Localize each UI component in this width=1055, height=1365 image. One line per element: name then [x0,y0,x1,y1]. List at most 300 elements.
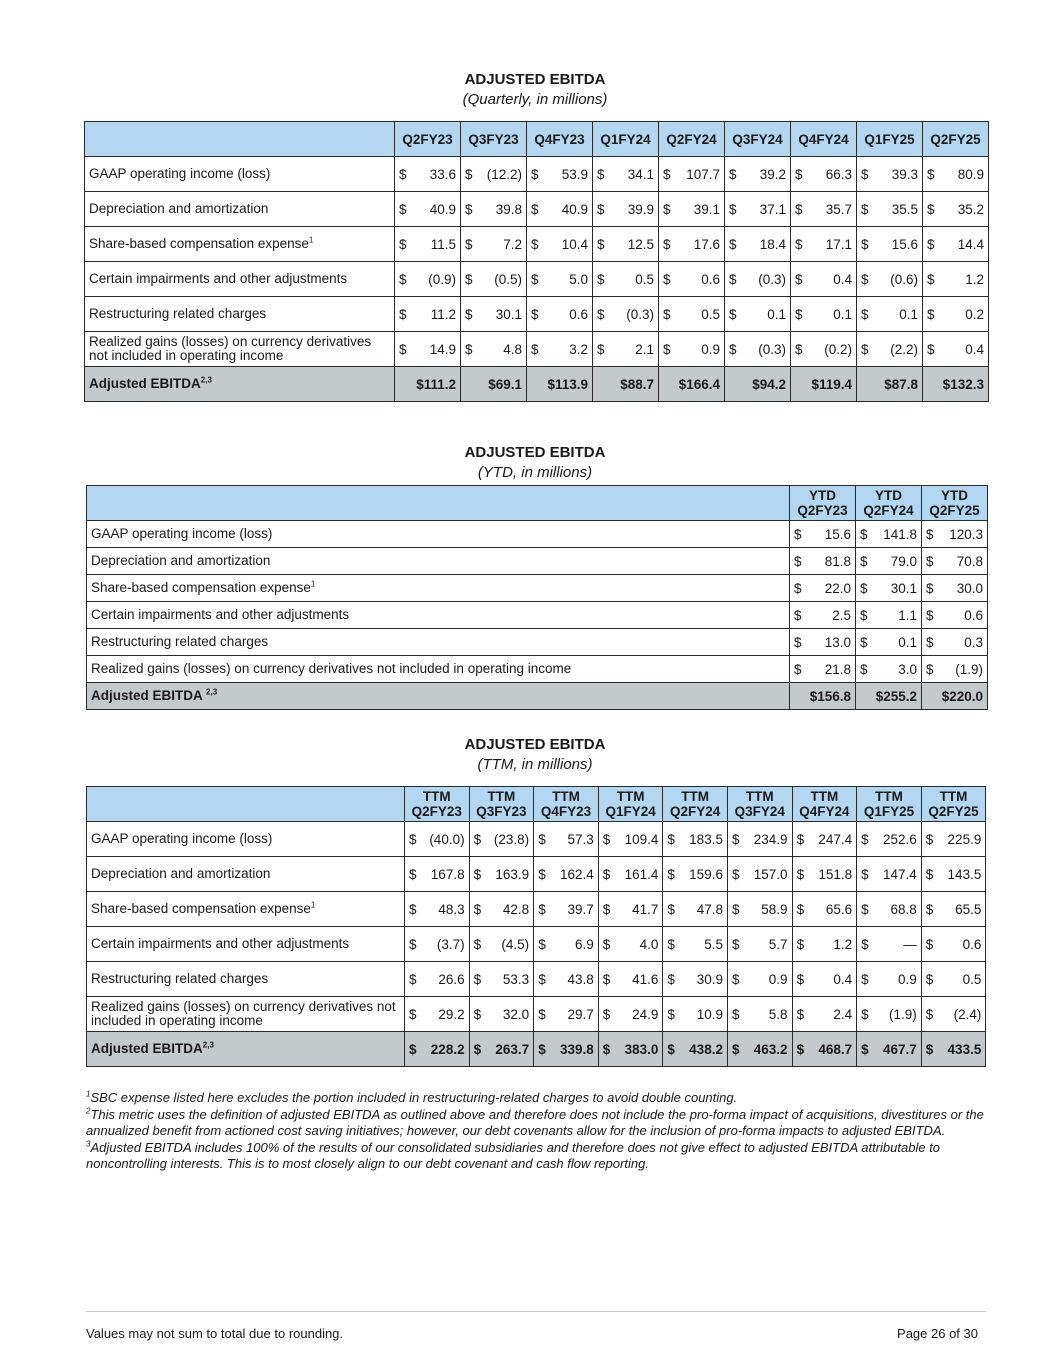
value-cell [527,157,593,192]
ttm-title-block [0,735,1055,775]
value-cell [923,262,989,297]
currency-symbol: $ [927,201,935,217]
currency-symbol: $ [796,831,805,847]
column-header [659,122,725,157]
total-value-cell [663,1032,728,1067]
currency-symbol: $ [861,831,869,847]
total-value: $69.1 [461,367,527,402]
cell-value: 11.2 [430,306,456,322]
row-label-text: Restructuring related charges [89,306,267,321]
cell-value: (4.5) [501,936,530,952]
value-cell [469,822,534,857]
currency-symbol: $ [531,236,539,252]
column-header [790,486,856,521]
cell-value: 109.4 [624,831,659,847]
table-row [87,857,986,892]
cell-value: 7.2 [503,236,522,252]
value-cell [598,892,663,927]
column-header [461,122,527,157]
cell-value: 30.0 [956,580,983,596]
column-header-label: Q2FY24 [666,131,717,147]
footnote-ref: 2,3 [200,375,212,385]
value-cell [663,962,728,997]
value-cell [593,227,659,262]
cell-value: 0.6 [569,306,588,322]
currency-symbol: $ [796,1006,805,1022]
table-row [87,997,986,1032]
cell-value: 21.8 [824,661,851,677]
quarterly-subtitle: (Quarterly, in millions) [462,91,608,108]
cell-value: (2.2) [890,341,918,357]
cell-value: 39.8 [495,201,522,217]
currency-symbol: $ [927,166,935,182]
cell-value: 39.3 [891,166,918,182]
value-cell [593,297,659,332]
value-cell [598,857,663,892]
total-value: $88.7 [593,367,659,402]
header-row [87,486,988,521]
row-label [87,962,405,997]
cell-value: 30.1 [890,580,917,596]
header-row [87,787,986,822]
cell-value: 1.1 [898,607,917,623]
value-cell [727,857,792,892]
currency-symbol: $ [602,901,611,917]
cell-value: 4.0 [639,936,659,952]
table-row [87,656,988,683]
currency-symbol: $ [531,201,539,217]
currency-symbol: $ [531,271,539,287]
value-cell [790,629,856,656]
cell-value: 6.9 [575,936,594,952]
header-blank-cell [87,787,405,822]
cell-value: 10.9 [696,1006,723,1022]
row-label-text: Restructuring related charges [91,634,269,649]
cell-value: 0.1 [767,306,786,322]
cell-value: 34.1 [627,166,654,182]
currency-symbol: $ [597,166,605,182]
cell-value: 39.7 [567,901,594,917]
cell-value: 4.8 [503,341,522,357]
total-label [85,367,395,402]
column-header-label: Q1FY25 [864,131,915,147]
column-header-line: TTM [552,789,580,804]
footnote-ref: 1 [310,900,316,910]
value-cell [461,192,527,227]
column-header-label: Q3FY23 [468,131,519,147]
cell-value: 80.9 [957,166,984,182]
currency-symbol: $ [861,971,869,987]
ytd-subtitle: (YTD, in millions) [477,464,593,481]
cell-value: 53.9 [561,166,588,182]
currency-symbol: $ [795,271,803,287]
row-label [87,927,405,962]
table-row [87,822,986,857]
total-row [87,1032,986,1067]
cell-value: 11.5 [430,236,456,252]
total-value-cell [598,1032,663,1067]
currency-symbol: $ [667,1006,675,1022]
currency-symbol: $ [861,901,869,917]
value-cell [593,157,659,192]
value-cell [922,575,988,602]
ytd-ebitda-table [86,485,988,710]
value-cell [791,262,857,297]
row-label-text: GAAP operating income (loss) [91,526,273,541]
currency-symbol: $ [663,306,671,322]
total-value: $94.2 [725,367,791,402]
value-cell [598,997,663,1032]
footnotes [86,1090,986,1173]
value-cell [791,227,857,262]
currency-symbol: $ [473,1006,482,1022]
footnote [86,1090,986,1107]
currency-symbol: $ [860,607,868,623]
currency-symbol: $ [860,580,868,596]
currency-symbol: $ [465,166,473,182]
footnote-ref: 2,3 [202,1040,214,1050]
footnote-number: 2 [86,1106,91,1116]
value-cell [857,157,923,192]
currency-symbol: $ [927,271,935,287]
row-label-text: Depreciation and amortization [89,201,269,216]
row-label-text: Depreciation and amortization [91,866,271,881]
column-header [725,122,791,157]
value-cell [922,602,988,629]
value-cell [921,962,986,997]
currency-symbol: $ [925,901,934,917]
currency-symbol: $ [925,866,934,882]
currency-symbol: $ [861,166,869,182]
column-header [598,787,663,822]
table-row [87,892,986,927]
currency-symbol: $ [731,1006,740,1022]
cell-value: 35.5 [891,201,918,217]
currency-symbol: $ [795,166,803,182]
currency-symbol: $ [409,831,417,847]
cell-value: 10.4 [561,236,588,252]
column-header [923,122,989,157]
value-cell [727,822,792,857]
value-cell [469,892,534,927]
currency-symbol: $ [602,936,611,952]
row-label-text: Share-based compensation expense [91,580,311,595]
total-row [87,683,988,710]
currency-symbol: $ [794,607,802,623]
ttm-subtitle: (TTM, in millions) [477,756,593,773]
cell-value: 32.0 [502,1006,530,1022]
value-cell [663,857,728,892]
currency-symbol: $ [729,271,737,287]
value-cell [725,262,791,297]
value-cell [921,822,986,857]
table-row [85,157,989,192]
cell-value: 151.8 [818,866,853,882]
cell-value: 167.8 [430,866,465,882]
quarterly-ebitda-table [84,121,989,402]
currency-symbol: $ [796,866,805,882]
cell-value: 41.7 [632,901,659,917]
cell-value: 30.1 [495,306,522,322]
value-cell [790,656,856,683]
currency-symbol: $ [731,901,740,917]
value-cell [395,262,461,297]
total-value-cell [921,1032,986,1067]
cell-value: 43.8 [567,971,594,987]
currency-symbol: $ [409,1041,417,1057]
total-value-cell [857,1032,922,1067]
total-value: 228.2 [430,1041,465,1057]
total-value-cell [405,1032,470,1067]
cell-value: 37.1 [759,201,786,217]
row-label-text: Depreciation and amortization [91,553,271,568]
currency-symbol: $ [731,1041,740,1057]
currency-symbol: $ [667,936,675,952]
value-cell [469,962,534,997]
cell-value: (0.9) [428,271,456,287]
currency-symbol: $ [860,661,868,677]
row-label-text: Certain impairments and other adjustments [89,271,348,286]
currency-symbol: $ [409,901,417,917]
currency-symbol: $ [794,580,802,596]
total-label [87,1032,405,1067]
value-cell [792,927,857,962]
cell-value: 12.5 [627,236,654,252]
currency-symbol: $ [663,341,671,357]
table-row [87,962,986,997]
footnote-ref: 1 [310,579,316,589]
value-cell [923,227,989,262]
value-cell [469,997,534,1032]
cell-value: 0.4 [965,341,984,357]
total-value: 467.7 [882,1041,917,1057]
column-header [921,787,986,822]
cell-value: 0.1 [898,634,917,650]
currency-symbol: $ [602,831,611,847]
currency-symbol: $ [602,1041,611,1057]
column-header-label: Q4FY23 [534,131,585,147]
table-row [85,227,989,262]
value-cell [593,192,659,227]
row-label [87,822,405,857]
footnote-number: 1 [86,1089,91,1099]
value-cell [534,892,599,927]
column-header [593,122,659,157]
row-label [87,857,405,892]
cell-value: 0.4 [833,271,852,287]
table-row [87,521,988,548]
currency-symbol: $ [473,866,482,882]
total-row [85,367,989,402]
total-value: $166.4 [659,367,725,402]
column-header-line: Q2FY24 [670,804,721,819]
quarterly-title-block [0,70,1055,110]
value-cell [534,997,599,1032]
currency-symbol: $ [667,831,675,847]
currency-symbol: $ [409,1006,417,1022]
currency-symbol: $ [796,936,805,952]
cell-value: 39.9 [627,201,654,217]
cell-value: 48.3 [438,901,465,917]
cell-value: (0.6) [890,271,918,287]
value-cell [659,157,725,192]
currency-symbol: $ [926,553,934,569]
row-label [87,892,405,927]
total-value: 438.2 [689,1041,723,1057]
currency-symbol: $ [731,971,740,987]
value-cell [921,927,986,962]
value-cell [405,857,470,892]
value-cell [923,157,989,192]
value-cell [725,157,791,192]
currency-symbol: $ [861,236,869,252]
cell-value: 5.0 [569,271,588,287]
column-header-label: Q3FY24 [732,131,783,147]
column-header-label: Q4FY24 [798,131,849,147]
cell-value: 40.9 [561,201,588,217]
currency-symbol: $ [794,661,802,677]
cell-value: 0.4 [833,971,853,987]
column-header-line: Q3FY23 [476,804,527,819]
currency-symbol: $ [538,971,546,987]
total-value: 339.8 [559,1041,594,1057]
currency-symbol: $ [926,607,934,623]
value-cell [727,892,792,927]
cell-value: 79.0 [890,553,917,569]
cell-value: 247.4 [818,831,853,847]
currency-symbol: $ [861,306,869,322]
value-cell [598,962,663,997]
cell-value: 0.5 [635,271,654,287]
cell-value: 5.8 [768,1006,788,1022]
cell-value: 161.4 [624,866,659,882]
value-cell [598,927,663,962]
cell-value: 68.8 [890,901,917,917]
value-cell [395,297,461,332]
cell-value: 58.9 [761,901,788,917]
cell-value: 3.2 [569,341,588,357]
value-cell [727,927,792,962]
cell-value: 66.3 [825,166,852,182]
cell-value: 22.0 [824,580,851,596]
currency-symbol: $ [860,634,868,650]
currency-symbol: $ [399,271,407,287]
cell-value: 65.6 [825,901,853,917]
column-header-line: YTD [809,488,836,503]
currency-symbol: $ [729,166,737,182]
row-label [87,548,790,575]
header-blank-cell [85,122,395,157]
currency-symbol: $ [860,526,868,542]
total-value: $255.2 [856,683,922,710]
currency-symbol: $ [399,166,407,182]
currency-symbol: $ [473,901,482,917]
column-header-label: Q2FY25 [930,131,981,147]
total-value: $113.9 [527,367,593,402]
value-cell [663,892,728,927]
cell-value: 35.2 [957,201,984,217]
value-cell [534,822,599,857]
table-row [85,262,989,297]
total-value: 383.0 [624,1041,659,1057]
value-cell [856,656,922,683]
total-label-text: Adjusted EBITDA [91,688,207,703]
row-label-text: Realized gains (losses) on currency derivatives not included in operating income [91,661,572,676]
value-cell [534,927,599,962]
currency-symbol: $ [861,1041,869,1057]
column-header-line: TTM [875,789,903,804]
currency-symbol: $ [795,236,803,252]
value-cell [469,857,534,892]
currency-symbol: $ [731,936,740,952]
currency-symbol: $ [663,166,671,182]
cell-value: 107.7 [686,166,720,182]
value-cell [725,227,791,262]
cell-value: 120.3 [949,526,983,542]
value-cell [469,927,534,962]
currency-symbol: $ [861,341,869,357]
currency-symbol: $ [531,166,539,182]
currency-symbol: $ [926,580,934,596]
value-cell [857,927,922,962]
value-cell [659,227,725,262]
currency-symbol: $ [602,971,611,987]
currency-symbol: $ [925,1006,934,1022]
footnote-number: 3 [86,1139,91,1149]
table-row [87,602,988,629]
cell-value: 0.6 [701,271,720,287]
column-header [469,787,534,822]
cell-value: 39.2 [759,166,786,182]
cell-value: 1.2 [965,271,984,287]
value-cell [461,297,527,332]
currency-symbol: $ [473,936,482,952]
currency-symbol: $ [796,971,805,987]
cell-value: (1.9) [888,1006,917,1022]
row-label [87,629,790,656]
row-label-text: Restructuring related charges [91,971,269,986]
cell-value: (0.3) [758,341,786,357]
value-cell [405,962,470,997]
header-row [85,122,989,157]
value-cell [527,297,593,332]
value-cell [527,227,593,262]
cell-value: 33.6 [429,166,456,182]
value-cell [857,192,923,227]
column-header-line: TTM [681,789,710,804]
table-row [87,927,986,962]
cell-value: 163.9 [495,866,530,882]
currency-symbol: $ [663,236,671,252]
value-cell [727,962,792,997]
cell-value: (1.9) [955,661,983,677]
currency-symbol: $ [667,901,675,917]
footnote [86,1140,986,1173]
cell-value: 159.6 [689,866,723,882]
value-cell [791,192,857,227]
column-header-line: TTM [939,789,968,804]
column-header-line: TTM [422,789,451,804]
table-row [87,548,988,575]
cell-value: 15.6 [891,236,918,252]
column-header [527,122,593,157]
cell-value: 42.8 [502,901,530,917]
value-cell [405,892,470,927]
value-cell [923,192,989,227]
ttm-ebitda-table [86,786,986,1067]
cell-value: 57.3 [567,831,594,847]
value-cell [856,629,922,656]
